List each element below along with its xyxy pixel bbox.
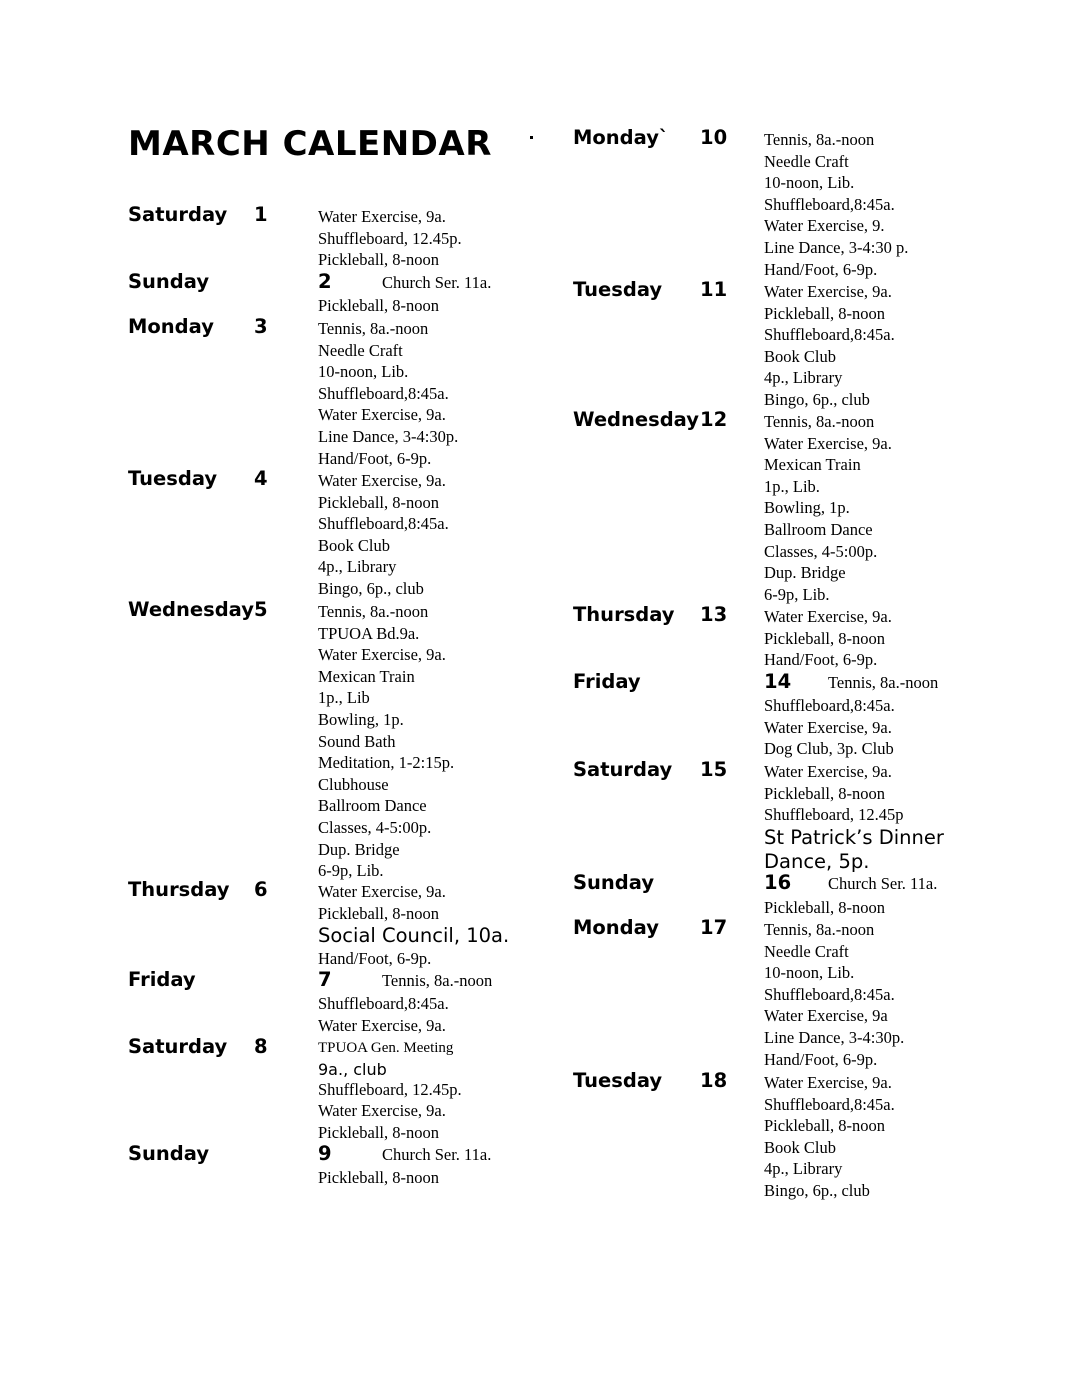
- event-item: Needle Craft: [764, 941, 849, 961]
- event-item: Shuffleboard,8:45a.: [764, 1094, 895, 1114]
- event-list: [318, 1167, 439, 1189]
- day-label: Tuesday: [573, 1069, 663, 1092]
- event-item: Sound Bath: [318, 731, 396, 751]
- stray-dot: [530, 136, 533, 139]
- day-label: Sunday: [128, 1142, 210, 1165]
- day-label: Tuesday: [573, 278, 663, 301]
- event-item: Bingo, 6p., club: [764, 1180, 870, 1200]
- day-number: 9: [318, 1142, 332, 1165]
- event-list: [764, 919, 904, 1070]
- event-list: [764, 411, 892, 605]
- event-item: Line Dance, 3-4:30p.: [764, 1027, 905, 1047]
- event-item: Bingo, 6p., club: [318, 578, 424, 598]
- event-item: Needle Craft: [764, 151, 849, 171]
- event-item: Book Club: [318, 535, 390, 555]
- event-item: Church Ser. 11a.: [828, 874, 938, 893]
- event-item: Bowling, 1p.: [764, 498, 850, 518]
- event-item: Pickleball, 8-noon: [318, 1168, 439, 1187]
- event-list: [764, 761, 944, 874]
- event-item: Pickleball, 8-noon: [318, 250, 439, 270]
- event-item: Water Exercise, 9a.: [318, 471, 446, 490]
- day-number: 8: [254, 1035, 268, 1058]
- event-item: Tennis, 8a.-noon: [318, 319, 429, 338]
- event-item: Line Dance, 3-4:30p.: [318, 426, 459, 446]
- event-item: Bingo, 6p., club: [764, 389, 870, 409]
- event-item: TPUOA Bd.9a.: [318, 623, 420, 643]
- event-item: Dup. Bridge: [764, 563, 846, 583]
- event-list: [318, 470, 449, 600]
- day-number: 7: [318, 968, 332, 991]
- page-title: MARCH CALENDAR: [128, 124, 492, 164]
- event-list: [764, 281, 895, 411]
- event-item: 4p., Library: [764, 1159, 843, 1179]
- event-item: Church Ser. 11a.: [382, 273, 492, 292]
- day-number: 1: [254, 203, 268, 226]
- event-item: Shuffleboard,8:45a.: [764, 696, 895, 715]
- day-number: 2: [318, 270, 332, 293]
- day-number: 16: [764, 871, 792, 894]
- event-item: Water Exercise, 9a.: [318, 405, 446, 425]
- event-item: Ballroom Dance: [764, 519, 873, 539]
- event-item: 1p., Lib.: [764, 476, 820, 496]
- day-number: 18: [700, 1069, 728, 1092]
- event-list: [318, 318, 458, 469]
- event-item: 10-noon, Lib.: [764, 963, 855, 983]
- day-label: Sunday: [128, 270, 210, 293]
- event-item: 4p., Library: [764, 368, 843, 388]
- event-item: Shuffleboard,8:45a.: [764, 984, 895, 1004]
- event-item: Tennis, 8a.-noon: [764, 920, 875, 939]
- event-item: Water Exercise, 9a.: [764, 762, 892, 781]
- event-item: Classes, 4-5:00p.: [764, 541, 878, 561]
- day-label: Saturday: [128, 1035, 228, 1058]
- event-item: Tennis, 8a.-noon: [764, 412, 875, 431]
- day-number: 5: [254, 598, 268, 621]
- event-item: Shuffleboard,8:45a.: [764, 194, 895, 214]
- event-item: Book Club: [764, 1137, 836, 1157]
- day-label: Wednesday: [573, 408, 699, 431]
- event-item: Church Ser. 11a.: [382, 1145, 492, 1164]
- day-label: Thursday: [573, 603, 675, 626]
- event-item: Shuffleboard, 12.45p.: [318, 228, 462, 248]
- event-item: Dog Club, 3p. Club: [764, 739, 894, 759]
- event-item: Hand/Foot, 6-9p.: [318, 949, 432, 969]
- event-item: Water Exercise, 9a.: [318, 1015, 446, 1035]
- event-item: Water Exercise, 9a.: [318, 1101, 446, 1121]
- event-item: Hand/Foot, 6-9p.: [764, 259, 878, 279]
- event-item: Mexican Train: [318, 666, 415, 686]
- day-label: Monday`: [573, 126, 669, 149]
- event-item: Shuffleboard,8:45a.: [764, 325, 895, 345]
- event-item: Hand/Foot, 6-9p.: [764, 650, 878, 670]
- event-list: [318, 1038, 462, 1143]
- event-item: Water Exercise, 9a.: [764, 607, 892, 626]
- day-number: 3: [254, 315, 268, 338]
- event-item: 10-noon, Lib.: [318, 362, 409, 382]
- event-item: Classes, 4-5:00p.: [318, 817, 432, 837]
- event-item: Line Dance, 3-4:30 p.: [764, 237, 909, 257]
- event-item: 6-9p, Lib.: [764, 584, 830, 604]
- event-item: Tennis, 8a.-noon: [318, 602, 429, 621]
- event-item: 4p., Library: [318, 557, 397, 577]
- event-item: Clubhouse: [318, 774, 389, 794]
- event-item: Dup. Bridge: [318, 839, 400, 859]
- event-list: [764, 695, 895, 760]
- event-list: [318, 993, 449, 1036]
- event-item: Pickleball, 8-noon: [318, 296, 439, 315]
- event-item: St Patrick’s Dinner: [764, 825, 944, 849]
- event-item: Water Exercise, 9a.: [318, 207, 446, 226]
- event-item: Water Exercise, 9a.: [764, 433, 892, 453]
- event-item: 1p., Lib: [318, 688, 370, 708]
- event-item: Water Exercise, 9.: [764, 216, 885, 236]
- day-label: Friday: [573, 670, 641, 693]
- event-list: [318, 881, 509, 970]
- event-item: Tennis, 8a.-noon: [828, 673, 939, 692]
- day-number: 11: [700, 278, 728, 301]
- event-item: Dance, 5p.: [764, 849, 870, 873]
- event-item: Pickleball, 8-noon: [318, 1122, 439, 1142]
- day-label: Tuesday: [128, 467, 218, 490]
- event-item: Water Exercise, 9a.: [318, 882, 446, 901]
- event-item: Shuffleboard, 12.45p.: [318, 1079, 462, 1099]
- event-item: Hand/Foot, 6-9p.: [764, 1049, 878, 1069]
- event-item: Bowling, 1p.: [318, 709, 404, 729]
- event-list: [764, 897, 885, 919]
- event-item: Tennis, 8a.-noon: [382, 971, 493, 990]
- event-list: [764, 129, 908, 280]
- event-item: Ballroom Dance: [318, 796, 427, 816]
- event-item: Shuffleboard,8:45a.: [318, 514, 449, 534]
- event-item: Tennis, 8a.-noon: [764, 130, 875, 149]
- event-item: Pickleball, 8-noon: [318, 492, 439, 512]
- event-item: Pickleball, 8-noon: [764, 303, 885, 323]
- event-item: Needle Craft: [318, 340, 403, 360]
- event-item: 6-9p, Lib.: [318, 861, 384, 881]
- event-list: [764, 606, 892, 671]
- event-list: [318, 601, 454, 882]
- day-number: 14: [764, 670, 792, 693]
- event-list: [318, 206, 462, 271]
- event-item: Pickleball, 8-noon: [764, 783, 885, 803]
- event-item: Water Exercise, 9a.: [764, 282, 892, 301]
- day-label: Monday: [573, 916, 659, 939]
- event-item: Social Council, 10a.: [318, 924, 510, 948]
- day-number: 6: [254, 878, 268, 901]
- event-item: Shuffleboard,8:45a.: [318, 994, 449, 1013]
- day-label: Saturday: [573, 758, 673, 781]
- day-label: Wednesday: [128, 598, 254, 621]
- day-number: 10: [700, 126, 728, 149]
- event-item: Pickleball, 8-noon: [764, 898, 885, 917]
- event-item: Shuffleboard, 12.45p: [764, 805, 904, 825]
- day-number: 17: [700, 916, 728, 939]
- event-item: Pickleball, 8-noon: [764, 1116, 885, 1136]
- event-list: [318, 295, 439, 317]
- day-label: Sunday: [573, 871, 655, 894]
- day-label: Friday: [128, 968, 196, 991]
- event-item: 10-noon, Lib.: [764, 173, 855, 193]
- event-item: Water Exercise, 9a.: [764, 1073, 892, 1092]
- event-list: [764, 1072, 895, 1202]
- event-item: Water Exercise, 9a: [764, 1006, 888, 1026]
- event-item: Water Exercise, 9a.: [318, 645, 446, 665]
- event-item: Mexican Train: [764, 455, 861, 475]
- day-label: Thursday: [128, 878, 230, 901]
- day-number: 4: [254, 467, 268, 490]
- day-number: 13: [700, 603, 728, 626]
- event-item: Book Club: [764, 346, 836, 366]
- event-item: Water Exercise, 9a.: [764, 717, 892, 737]
- event-item: TPUOA Gen. Meeting: [318, 1040, 454, 1056]
- event-item: Hand/Foot, 6-9p.: [318, 448, 432, 468]
- event-item: Pickleball, 8-noon: [764, 628, 885, 648]
- day-number: 12: [700, 408, 728, 431]
- day-label: Saturday: [128, 203, 228, 226]
- event-item: Pickleball, 8-noon: [318, 903, 439, 923]
- day-label: Monday: [128, 315, 214, 338]
- event-item: 9a., club: [318, 1059, 387, 1079]
- event-item: Shuffleboard,8:45a.: [318, 383, 449, 403]
- day-number: 15: [700, 758, 728, 781]
- event-item: Meditation, 1-2:15p.: [318, 753, 455, 773]
